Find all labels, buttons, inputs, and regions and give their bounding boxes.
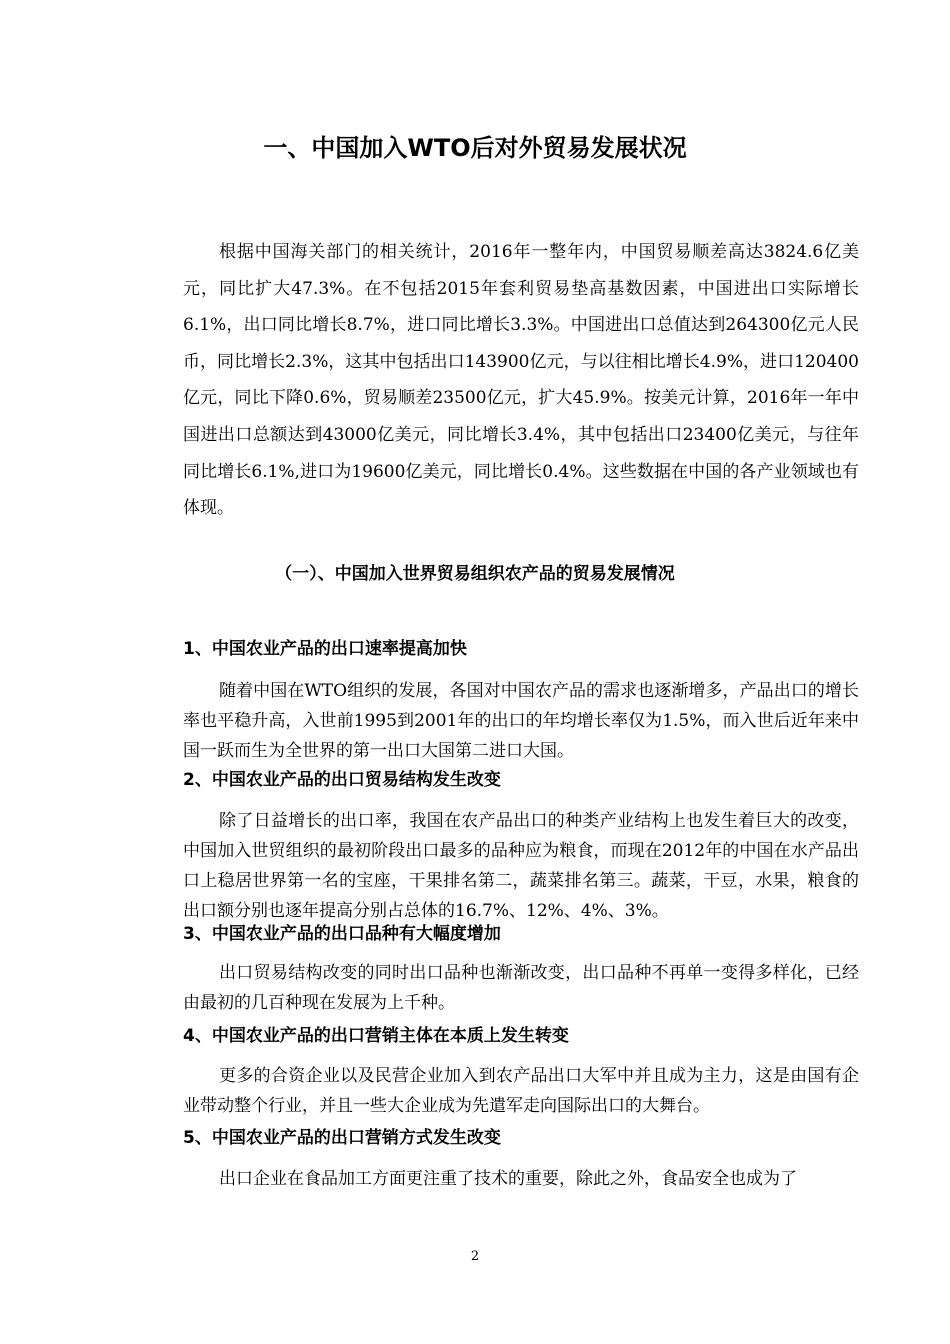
section-heading-4: 4、中国农业产品的出口营销主体在本质上发生转变 <box>183 1026 569 1046</box>
section-paragraph-1: 随着中国在WTO组织的发展，各国对中国农产品的需求也逐渐增多，产品出口的增长率也平稳升高，入世前1995到2001年的出口的年均增长率仅为1.5%，而入世后近年来中国一跃而生为全世界的第一出口大国第二进口大国。 <box>183 681 859 761</box>
section-heading-2: 2、中国农业产品的出口贸易结构发生改变 <box>183 770 501 790</box>
section-subtitle: （一）、中国加入世界贸易组织农产品的贸易发展情况 <box>275 564 675 584</box>
section-paragraph-2: 除了日益增长的出口率，我国在农产品出口的种类产业结构上也发生着巨大的改变，中国加入世贸组织的最初阶段出口最多的品种应为粮食，而现在2012年的中国在水产品出口上稳居世界第一名的宝座，干果排名第二，蔬菜排名第三。蔬菜，干豆，水果，粮食的出口额分别也逐年提高分别占总体的16.7%、12%、4%、3%。 <box>183 811 859 921</box>
intro-paragraph: 根据中国海关部门的相关统计，2016年一整年内，中国贸易顺差高达3824.6亿美元，同比扩大47.3%。在不包括2015年套利贸易垫高基数因素，中国进出口实际增长6.1%，出口同比增长8.7%，进口同比增长3.3%。中国进出口总值达到264300亿元人民币，同比增长2.3%，这其中包括出口143900亿元，与以往相比增长4.9%，进口120400亿元，同比下降0.6%，贸易顺差23500亿元，扩大45.9%。按美元计算，2016年一年中国进出口总额达到43000亿美元，同比增长3.4%，其中包括出口23400亿美元，与往年同比增长6.1%,进口为19600亿美元，同比增长0.4%。这些数据在中国的各产业领域也有体现。 <box>183 242 859 519</box>
page-number: 2 <box>470 1249 480 1264</box>
section-heading-1: 1、中国农业产品的出口速率提高加快 <box>183 639 467 659</box>
section-paragraph-4: 更多的合资企业以及民营企业加入到农产品出口大军中并且成为主力，这是由国有企业带动整个行业，并且一些大企业成为先遣军走向国际出口的大舞台。 <box>183 1066 859 1116</box>
section-paragraph-3: 出口贸易结构改变的同时出口品种也渐渐改变，出口品种不再单一变得多样化，已经由最初的几百种现在发展为上千种。 <box>183 963 859 1013</box>
section-heading-3: 3、中国农业产品的出口品种有大幅度增加 <box>183 924 501 944</box>
section-heading-5: 5、中国农业产品的出口营销方式发生改变 <box>183 1128 501 1148</box>
page-title: 一、中国加入WTO后对外贸易发展状况 <box>263 134 687 162</box>
section-paragraph-5: 出口企业在食品加工方面更注重了技术的重要，除此之外，食品安全也成为了 <box>219 1169 797 1189</box>
